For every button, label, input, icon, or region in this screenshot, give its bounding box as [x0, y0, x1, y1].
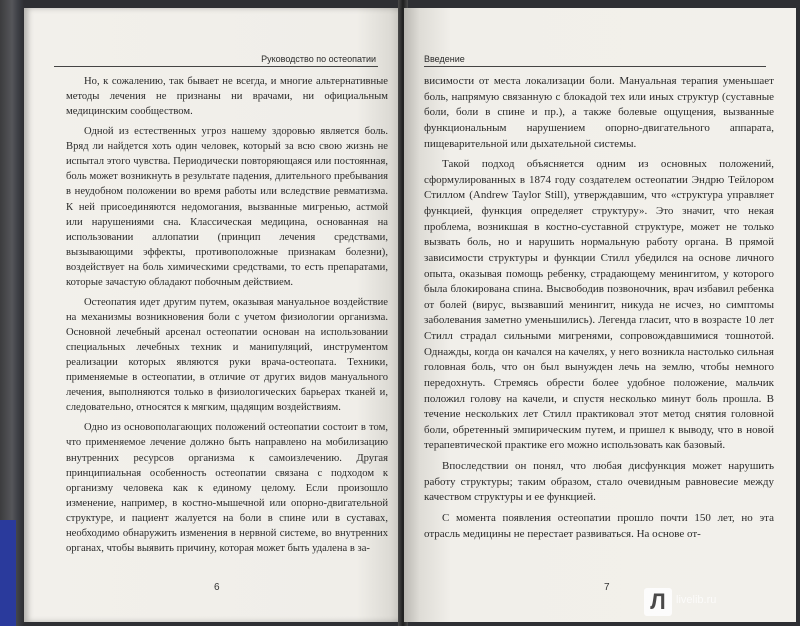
paragraph: Одной из естественных угроз нашему здоровью является боль. Вряд ли найдется хоть один человек, который за всю свою жизнь не испытал этого чувства. Периодически повторяющаяся или постоянная, боль может возникнуть в результате падения, длительного пребывания в неудобном положении во время работы или вследствие ревматизма. К ней присоединяются недомогания, вызванные мигренью, астмой или нарушениями сна. Классическая медицина, основанная на использовании аллопатии (принцип лечения средствами, вызывающими эффекты, противоположные признакам болезни), воздействует на боль химическими средствами, то есть препаратами, которые зачастую обладают побочным действием. [66, 126, 388, 288]
page-number: 7 [604, 582, 610, 593]
paragraph: Впоследствии он понял, что любая дисфункция может нарушить работу структуры; таким образом, стало очевидным равновесие между качеством структуры и ее функцией. [424, 460, 774, 504]
paragraph: Но, к сожалению, так бывает не всегда, и многие альтернативные методы лечения не признаны ни врачами, ни официальным медицинским сообществом. [66, 76, 388, 118]
header-rule [424, 66, 766, 67]
page-number: 6 [214, 582, 220, 593]
watermark-text: livelib.ru [676, 594, 717, 606]
right-page [404, 8, 796, 622]
paragraph: Такой подход объясняется одним из основных положений, сформулированных в 1874 году создателем остеопатии Эндрю Тейлором Стиллом (Andrew Taylor Still), утверждавшим, что «структура управляет функцией, функция определяет структуру». Это значит, что некая проблема, возникшая в костно-суставной структуре, может не только вызвать боль, но и нарушить нормальную работу органа. В прямой зависимости структуры и функции Стилл убедился на основе личного опыта, оказывая помощь ребенку, страдающему менингитом, у которого была блокирована спина. Высвободив позвоночник, врач избавил ребенка от болей (вирус, вызвавший менингит, никуда не исчез, но симптомы заболевания заметно уменьшились). Легенда гласит, что в возрасте 10 лет Стилл страдал сильными мигренями, сопровождавшимися тошнотой. Однажды, когда он качался на качелях, у него возникла настолько сильная головная боль, что он был вынужден лечь на землю, чтобы немного передохнуть. Стремясь обрести более удобное положение, мальчик положил голову на качели, и спустя несколько минут боль прошла. В течение нескольких лет Стилл практиковал этот метод снятия головной боли, обретенный эмпирическим путем, и пришел к выводу, что в новой терапевтической практике его можно использовать как базовый. [424, 158, 774, 452]
header-rule [54, 66, 378, 67]
page-body [424, 74, 774, 547]
livelib-logo: Л [644, 588, 672, 616]
paragraph: С момента появления остеопатии прошло почти 150 лет, но эта отрасль медицины не перестает развиваться. На основе от- [424, 511, 774, 540]
running-head: Руководство по остеопатии [261, 54, 376, 64]
paragraph: висимости от места локализации боли. Мануальная терапия уменьшает боль, напрямую связанную с блокадой тех или иных структур (суставные боли, боли в спине и пр.), а также болевые ощущения, вызванные функциональным нарушением опорно-двигательного аппарата, пищеварительной или дыхательной системы. [424, 75, 774, 150]
paragraph: Одно из основополагающих положений остеопатии состоит в том, что применяемое лечение должно быть направлено на мобилизацию внутренних ресурсов организма к самоизлечению. Другая принципиальная особенность остеопатии связана с подходом к организму человека как к единому целому. Если произошло изменение, например, в костно-мышечной или опорно-двигательной структуре, и пациент жалуется на боли в спине или в суставах, необходимо обнаружить изменения в нервной системе, во внутренних органах, чтобы выявить причину, которая может быть удалена в за- [66, 422, 388, 554]
running-head: Введение [424, 54, 465, 64]
paragraph: Остеопатия идет другим путем, оказывая мануальное воздействие на механизмы возникновения боли с учетом физиологии организма. Основной лечебный арсенал остеопатии основан на использовании специальных лечебных техник и манипуляций, инструментом реализации которых являются руки врача-остеопата. Техники, применяемые в остеопатии, в отличие от других видов мануального лечения, выполняются только в физиологических барьерах тканей и, следовательно, относятся к мягким, щадящим воздействиям. [66, 296, 388, 414]
left-page [24, 8, 402, 622]
page-body [66, 74, 388, 561]
book-cover-edge [0, 520, 16, 626]
